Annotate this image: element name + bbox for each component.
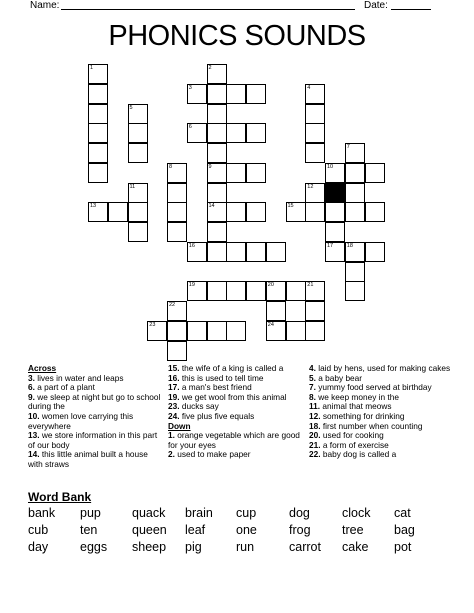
clue-number: 18 [346,242,353,249]
clue-number: 20 [267,282,274,289]
clue-number: 4 [307,84,311,91]
clue-number: 17 [327,242,334,249]
crossword-cell[interactable] [246,84,266,104]
crossword-cell[interactable] [286,321,306,341]
clue-number: 16 [188,242,195,249]
crossword-cell[interactable] [345,163,365,183]
word-bank-word: bag [394,523,415,537]
crossword-cell[interactable] [365,202,385,222]
crossword-cell[interactable] [286,281,306,301]
crossword-cell[interactable] [266,281,286,301]
clue-number: 9 [208,163,212,170]
crossword-cell[interactable] [167,183,187,203]
crossword-cell[interactable] [305,104,325,124]
crossword-cell[interactable] [305,321,325,341]
crossword-cell[interactable] [226,321,246,341]
crossword-cell[interactable] [345,242,365,262]
crossword-cell[interactable] [187,281,207,301]
word-bank-word: brain [185,506,213,520]
crossword-cell[interactable] [128,143,148,163]
crossword-cell[interactable] [88,163,108,183]
clue-item: 14. this little animal built a house with straws [28,449,148,469]
crossword-cell[interactable] [128,123,148,143]
crossword-cell[interactable] [167,163,187,183]
clue-number: 14 [208,203,215,210]
word-bank-word: tree [342,523,364,537]
clue-number: 11 [129,183,136,190]
word-bank-word: quack [132,506,166,520]
word-bank-word: carrot [289,540,321,554]
word-bank-word: bank [28,506,56,520]
crossword-cell[interactable] [207,123,227,143]
word-bank-word: pig [185,540,202,554]
clue-item: 4. laid by hens, used for making cakes [309,363,451,373]
crossword-cell[interactable] [128,104,148,124]
crossword-cell[interactable] [266,301,286,321]
crossword-cell[interactable] [88,104,108,124]
clue-item: 7. yummy food served at birthday [309,382,432,393]
word-bank-word: cat [394,506,411,520]
word-bank-word: run [236,540,255,554]
clue-number: 15 [287,203,294,210]
clue-item: 2. used to make paper [168,449,251,460]
across-clues [28,364,163,470]
crossword-cell[interactable] [167,222,187,242]
crossword-cell[interactable] [207,143,227,163]
clue-item: 1. orange vegetable which are good for your eyes [168,430,300,450]
clue-item: 6. a part of a plant [28,382,95,393]
clue-number: 6 [188,124,192,131]
clue-item: 3. lives in water and leaps [28,372,124,383]
clue-number: 3 [188,84,192,91]
crossword-cell[interactable] [167,202,187,222]
crossword-cell[interactable] [207,222,227,242]
word-bank-word: eggs [80,540,108,554]
word-bank-word: queen [132,523,167,537]
crossword-cell[interactable] [325,242,345,262]
crossword-cell[interactable] [88,202,108,222]
clue-number: 8 [169,163,173,170]
crossword-cell[interactable] [226,123,246,143]
crossword-cell[interactable] [345,143,365,163]
crossword-cell[interactable] [207,183,227,203]
crossword-cell[interactable] [167,341,187,361]
clue-item: 9. we sleep at night but go to school during the [28,391,161,412]
crossword-cell[interactable] [207,104,227,124]
crossword-cell[interactable] [128,222,148,242]
down-clues [309,364,459,460]
crossword-cell[interactable] [266,242,286,262]
word-bank-word: frog [289,523,311,537]
crossword-cell[interactable] [187,242,207,262]
crossword-cell[interactable] [305,202,325,222]
word-bank-word: leaf [185,523,206,537]
clue-item: 22. baby dog is called a [309,449,397,460]
clue-item: 20. used for cooking [309,430,384,441]
across-heading: Across [28,363,57,373]
clue-number: 22 [169,302,176,308]
crossword-cell[interactable] [305,84,325,104]
crossword-cell[interactable] [325,163,345,183]
clue-number: 19 [188,282,195,289]
crossword-cell[interactable] [226,281,246,301]
crossword-cell[interactable] [147,321,167,341]
clue-item: 8. we keep money in the [309,391,399,402]
word-bank-word: sheep [132,540,167,554]
clue-number: 13 [90,203,97,210]
crossword-cell[interactable] [187,84,207,104]
clue-item: 21. a form of exercise [309,439,389,450]
name-label: Name: [30,0,60,11]
crossword-cell[interactable] [305,301,325,321]
crossword-cell[interactable] [88,123,108,143]
crossword-cell[interactable] [325,222,345,242]
clue-item: 12. something for drinking [309,410,405,421]
clue-item: 16. this is used to tell time [168,372,264,383]
clue-number: 5 [129,104,133,111]
crossword-cell[interactable] [226,163,246,183]
crossword-cell[interactable] [305,123,325,143]
crossword-cell[interactable] [246,163,266,183]
crossword-cell[interactable] [365,163,385,183]
clue-item: 5. a baby bear [309,372,363,383]
black-square [325,183,345,203]
page-title: PHONICS SOUNDS [108,20,366,52]
clue-number: 2 [208,65,212,71]
crossword-cell[interactable] [365,242,385,262]
crossword-cell[interactable] [167,301,187,321]
word-bank-word: dog [289,506,310,520]
crossword-cell[interactable] [246,202,266,222]
crossword-cell[interactable] [207,242,227,262]
clue-item: 10. women love carrying this everywhere [28,410,134,431]
crossword-cell[interactable] [128,202,148,222]
crossword-cell[interactable] [88,84,108,104]
crossword-cell[interactable] [246,242,266,262]
word-bank-word: pup [80,506,101,520]
crossword-cell[interactable] [325,202,345,222]
word-bank-word: pot [394,540,412,554]
clue-item: 23. ducks say [168,401,219,412]
crossword-cell[interactable] [345,262,365,282]
clue-number: 21 [307,282,314,289]
crossword-cell[interactable] [167,321,187,341]
clue-item: 18. first number when counting [309,420,423,431]
clue-number: 23 [149,321,156,328]
crossword-cell[interactable] [187,123,207,143]
word-bank-word: cake [342,540,369,554]
clue-number: 12 [307,183,314,190]
clue-item: 19. we get wool from this animal [168,391,287,402]
crossword-cell[interactable] [207,202,227,222]
crossword-cell[interactable] [246,281,266,301]
crossword-cell[interactable] [88,64,108,84]
crossword-cell[interactable] [88,143,108,163]
crossword-cell[interactable] [207,64,227,84]
crossword-cell[interactable] [305,281,325,301]
crossword-cell[interactable] [207,84,227,104]
crossword-cell[interactable] [345,183,365,203]
word-bank-word: one [236,523,257,537]
crossword-cell[interactable] [305,143,325,163]
clue-item: 17. a man's best friend [168,382,252,393]
across-clues-continued [168,364,304,460]
clue-number: 1 [90,65,94,71]
crossword-cell[interactable] [207,163,227,183]
clue-item: 11. animal that meows [309,401,392,412]
crossword-cell[interactable] [207,321,227,341]
crossword-cell[interactable] [226,202,246,222]
down-heading: Down [168,420,191,431]
clue-number: 10 [327,163,334,170]
crossword-cell[interactable] [345,202,365,222]
clue-item: 15. the wife of a king is called a [168,363,284,373]
crossword-cell[interactable] [128,183,148,203]
word-bank-word: cub [28,523,49,537]
crossword-cell[interactable] [108,202,128,222]
clue-item: 13. we store information in this part of our body [28,430,158,450]
word-bank-word: ten [80,523,98,537]
clue-number: 24 [267,321,274,328]
word-bank-title: Word Bank [28,490,92,504]
word-bank-word: cup [236,506,257,520]
word-bank-word: clock [342,506,371,520]
date-label: Date: [364,0,388,11]
crossword-cell[interactable] [226,84,246,104]
crossword-cell[interactable] [266,321,286,341]
crossword-cell[interactable] [187,321,207,341]
clue-item: 24. five plus five equals [168,410,255,421]
word-bank-word: day [28,540,49,554]
crossword-cell[interactable] [345,281,365,301]
crossword-cell[interactable] [305,183,325,203]
clue-number: 7 [346,144,350,150]
crossword-cell[interactable] [286,202,306,222]
crossword-cell[interactable] [207,281,227,301]
crossword-cell[interactable] [246,123,266,143]
crossword-cell[interactable] [226,242,246,262]
